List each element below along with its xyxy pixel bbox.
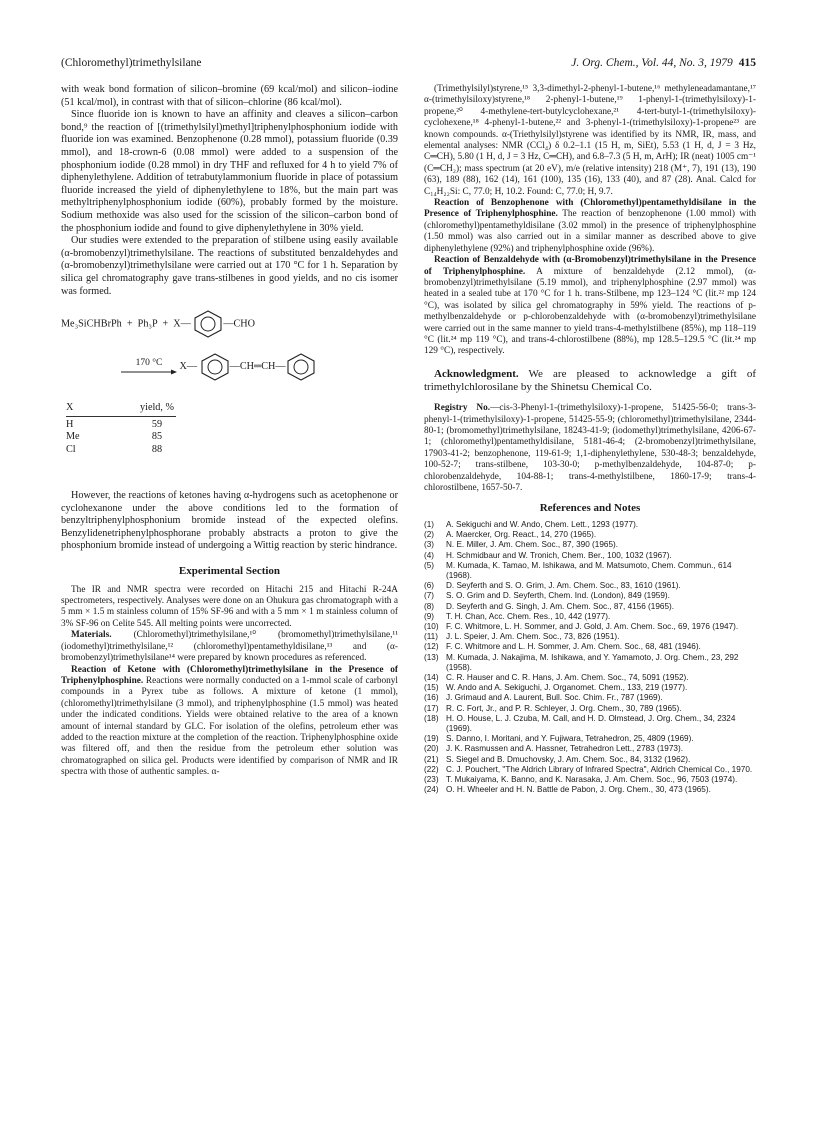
plus-sign: +: [162, 318, 169, 330]
reaction-reagents: [61, 318, 255, 331]
experimental-text-continued: [424, 84, 756, 358]
reference-text: H. O. House, L. J. Czuba, M. Call, and H. D. Olmstead, J. Org. Chem., 34, 2324 (1969).: [446, 713, 736, 734]
table-row: [66, 419, 206, 432]
right-column: [424, 84, 756, 795]
reference-number: (21): [424, 754, 439, 764]
paragraph: [424, 255, 756, 358]
reference-number: (8): [424, 601, 435, 611]
reference-item: [424, 632, 756, 642]
substituent-x: X—: [173, 318, 191, 330]
table-header: X: [66, 402, 74, 414]
references-list: [424, 520, 756, 795]
reference-text: D. Seyferth and S. O. Grim, J. Am. Chem. Soc., 83, 1610 (1961).: [446, 581, 681, 591]
reference-number: (5): [424, 560, 435, 570]
acknowledgment: [424, 368, 756, 394]
running-header: [61, 57, 756, 73]
reference-number: (24): [424, 785, 439, 795]
reference-item: [424, 775, 756, 785]
reference-number: (22): [424, 764, 439, 774]
reference-item: [424, 581, 756, 591]
reference-item: [424, 693, 756, 703]
reference-item: [424, 673, 756, 683]
yield-table: [66, 402, 206, 456]
table-cell: H: [66, 418, 74, 430]
reference-item: [424, 591, 756, 601]
reference-item: [424, 540, 756, 550]
reference-item: [424, 704, 756, 714]
journal-citation: J. Org. Chem., Vol. 44, No. 3, 1979: [571, 57, 733, 69]
reference-text: C. J. Pouchert, "The Aldrich Library of Infrared Spectra", Aldrich Chemical Co., 1970.: [446, 764, 753, 774]
reference-text: A. Maercker, Org. React., 14, 270 (1965).: [446, 530, 597, 540]
reference-number: (3): [424, 540, 435, 550]
reference-text: N. E. Miller, J. Am. Chem. Soc., 87, 390 (1965).: [446, 540, 619, 550]
header-journal: [571, 57, 756, 69]
reference-item: [424, 622, 756, 632]
reference-item: [424, 734, 756, 744]
reference-item: [424, 785, 756, 795]
paragraph-body: The reaction of benzophenone (1.00 mmol) with (chloromethyl)pentamethyldisilane (3.02 mmol) in the presence of triphenylphosphine (1.50 mmol) was also carried out in a similar manner as described above to give diphenylethylene (92%) and triphenylphosphine oxide (96%).: [424, 209, 756, 254]
reference-number: (23): [424, 775, 439, 785]
paragraph: The IR and NMR spectra were recorded on Hitachi 215 and Hitachi R-24A spectrometers, respectively. Analyses were done on an Ohukura gas chromatograph with a 5 mm × 1.5 m stainless column of 15% SF-96 and with a 5 mm × 1 m stainless column of 3% SF-96 on Celite 545. All melting points were uncorrected.: [61, 584, 398, 629]
reagent-silane: Me₃SiCHBrPh: [61, 318, 122, 330]
reference-number: (16): [424, 693, 439, 703]
reference-text: S. O. Grim and D. Seyferth, Chem. Ind. (London), 849 (1959).: [446, 591, 670, 601]
reference-text: C. R. Hauser and C. R. Hans, J. Am. Chem. Soc., 74, 5091 (1952).: [446, 673, 689, 683]
reference-text: J. L. Speier, J. Am. Chem. Soc., 73, 826 (1951).: [446, 632, 620, 642]
table-header-row: [66, 402, 206, 415]
reference-text: A. Sekiguchi and W. Ando, Chem. Lett., 1293 (1977).: [446, 520, 639, 529]
left-column: [61, 84, 398, 779]
acknowledgment-heading: Acknowledgment.: [434, 367, 519, 380]
reference-item: [424, 561, 756, 581]
experimental-text: [61, 585, 398, 779]
registry-numbers: [424, 403, 756, 494]
benzene-ring-icon: [286, 353, 316, 381]
paragraph: (Trimethylsilyl)styrene,¹⁵ 3,3-dimethyl-2-phenyl-1-butene,¹⁶ methyleneadamantane,¹⁷ α-(trimethylsiloxy)styrene,¹⁸ 2-phenyl-1-butene,¹⁹ 1-phenyl-1-(trimethylsiloxy)-1-propene,²⁰ 4-methylene-tert-butylcyclohexane,²¹ 4-tert-butyl-1-(trimethylsiloxy)-cyclohexene,¹⁸ 4-phenyl-1-butene,²² and 3-phenyl-1-(trimethylsiloxy)-1-propene²³ are known compounds. α-(Triethylsilyl)styrene was identified by its NMR, IR, mass, and elemental analyses: NMR (CCl₄) δ 0.2–1.1 (15 H, m, SiEt), 5.53 (1 H, d, J = 3 Hz, C═CH), 5.80 (1 H, d, J = 3 Hz, C═CH), and 6.8–7.3 (5 H, m, ArH); IR (neat) 1005 cm⁻¹ (C═CH₂); mass spectrum (at 20 eV), m/e (relative intensity) 218 (M⁺, 7), 191 (13), 190 (63), 189 (88), 162 (14), 161 (100), 135 (16), 133 (40), and 87 (28). Anal. Calcd for C₁₄H₂₂Si: C, 77.0; H, 10.2. Found: C, 77.0; H, 9.7.: [424, 84, 756, 197]
paragraph: However, the reactions of ketones having α-hydrogens such as acetophenone or cyclohexanone under the above conditions led to the formation of benzyltriphenylphosphonium bromide instead of the expected olefins. Benzylidenetriphenylphosphorane probably abstracts a proton to give the phosphonium bromide instead of undergoing a Wittig reaction by steric hindrance.: [61, 490, 398, 552]
reference-text: W. Ando and A. Sekiguchi, J. Organomet. Chem., 133, 219 (1977).: [446, 683, 688, 693]
reference-number: (11): [424, 632, 438, 642]
reference-item: [424, 755, 756, 765]
page-number: 415: [738, 57, 756, 69]
benzene-ring-icon: [193, 310, 223, 338]
reference-text: D. Seyferth and G. Singh, J. Am. Chem. Soc., 87, 4156 (1965).: [446, 601, 675, 611]
reference-item: [424, 602, 756, 612]
section-heading: Experimental Section: [178, 565, 281, 578]
reagent-phosphine: Ph₃P: [137, 318, 158, 330]
table-header: yield, %: [140, 402, 174, 414]
reference-text: R. C. Fort, Jr., and P. R. Schleyer, J. Org. Chem., 30, 789 (1965).: [446, 703, 682, 713]
registry-heading: Registry No.: [434, 403, 491, 414]
reaction-condition: 170 °C: [135, 358, 163, 369]
reference-text: F. C. Whitmore and L. H. Sommer, J. Am. Chem. Soc., 68, 481 (1946).: [446, 642, 701, 652]
table-cell: Me: [66, 431, 80, 443]
reference-text: M. Kumada, J. Nakajima, M. Ishikawa, and Y. Yamamoto, J. Org. Chem., 23, 292 (1958).: [446, 652, 739, 672]
reference-item: [424, 653, 756, 673]
paragraph: Since fluoride ion is known to have an affinity and cleaves a silicon–carbon bond,⁹ the reaction of [(trimethylsilyl)methyl]triphenylphosphonium iodide with fluoride ion was examined. Benzophenone (0.28 mmol), potassium fluoride (0.39 mmol), and 18-crown-6 (0.08 mmol) were added to a suspension of the phosphonium iodide (0.28 mmol) in dry THF and refluxed for 4 h to yield 7% of diphenylethylene. Addition of tetrabutylammonium fluoride in place of potassium fluoride increased the yield of diphenylethylene to 18%, but the main part was methyltriphenylphosphonium iodide (60%), probably formed by the moisture. Sodium methoxide was also used for the scission of the silicon–carbon bond of the phosphonium iodide and found to give diphenylethylene in 30% yield.: [61, 109, 398, 234]
paragraph-body: A mixture of benzaldehyde (2.12 mmol), (α-bromobenzyl)trimethylsilane (5.19 mmol), and triphenylphosphine (2.97 mmol) was heated in a sealed tube at 170 °C for 1 h. trans-Stilbene, mp 123–124 °C (lit.²² mp 124 °C), was isolated by silica gel chromatography in 59% yield. The reactions of p-methylbenzaldehyde or p-chlorobenzaldehyde with (α-bromobenzyl)trimethylsilane were carried out in the same manner to yield trans-4-methylstilbene (85%), mp 118–119 °C (lit.²⁴ mp 119 °C), and trans-4-chlorostilbene (88%), mp 128.5–129.5 °C (lit.²⁴ mp 129 °C), respectively.: [424, 266, 756, 357]
reference-item: [424, 714, 756, 734]
table-cell: Cl: [66, 443, 76, 455]
table-cell: 59: [151, 418, 163, 430]
reference-text: T. Mukaiyama, K. Banno, and K. Narasaka, J. Am. Chem. Soc., 96, 7503 (1974).: [446, 775, 738, 785]
paragraph-body: Reactions were normally conducted on a 1-mmol scale of carbonyl compounds in a Pyrex tube as follows. A mixture of ketone (1 mmol), (chloromethyl)trimethylsilane (3 mmol), and triphenylphosphine (1.5 mmol) was heated under the indicated conditions. Yields were obtained relative to the area of a known amount of internal standard by GLC. For isolation of the olefins, petroleum ether was added to the reaction mixture at the completion of the reaction. Triphenylphosphine oxide was filtered off, and then the residue from the petroleum ether solution was chromatographed on silica gel. Products were identified by comparison of NMR and IR spectra with those of authentic samples. α-: [61, 675, 398, 778]
reference-number: (7): [424, 591, 435, 601]
reference-text: J. Grimaud and A. Laurent, Bull. Soc. Chim. Fr., 787 (1969).: [446, 693, 663, 703]
plus-sign: +: [126, 318, 133, 330]
reference-item: [424, 551, 756, 561]
table-cell: 85: [151, 431, 163, 443]
paragraph: [61, 665, 398, 779]
aldehyde-group: —CHO: [223, 318, 256, 330]
reference-text: J. K. Rasmussen and A. Hassner, Tetrahedron Lett., 2783 (1973).: [446, 744, 683, 754]
reference-number: (12): [424, 642, 439, 652]
reference-text: H. Schmidbaur and W. Tronich, Chem. Ber., 100, 1032 (1967).: [446, 550, 672, 560]
substituent-x: X—: [179, 360, 198, 372]
reference-item: [424, 612, 756, 622]
reference-text: S. Siegel and B. Dmuchovsky, J. Am. Chem. Soc., 84, 3132 (1962).: [446, 754, 691, 764]
paragraph: [424, 198, 756, 255]
vinylene-linker: —CH═CH—: [229, 360, 286, 372]
table-cell: 88: [151, 443, 163, 455]
registry-body: —cis-3-Phenyl-1-(trimethylsiloxy)-1-propene, 51425-56-0; trans-3-phenyl-1-(trimethylsiloxy)-1-propene, 51425-55-9; (chloromethyl)trimethylsilane, 2344-80-1; (bromomethyl)trimethylsilane, 18243-41-9; (iodomethyl)trimethylsilane, 4206-67-1; (chloromethyl)pentamethyldisilane, 5181-46-4; (2-bromobenzyl)trimethylsilane, 17903-41-2; benzophenone, 119-61-9; 1,1-diphenylethylene, 530-48-3; benzaldehyde, 100-52-7; trans-stilbene, 103-30-0; p-methylbenzaldehyde, 104-87-0; p-chlorobenzaldehyde, 104-88-1; trans-4-methylstilbene, 1860-17-9; trans-4-chlorostilbene, 1657-50-7.: [424, 403, 756, 493]
reference-item: [424, 765, 756, 775]
reference-number: (4): [424, 550, 435, 560]
reference-number: (17): [424, 703, 439, 713]
run-in-heading: Reaction of Benzaldehyde with (α-Bromobenzyl)trimethylsilane in the Presence of Triphenylphosphine.: [424, 255, 756, 277]
reference-item: [424, 520, 756, 530]
reference-text: M. Kumada, K. Tamao, M. Ishikawa, and M. Matsumoto, Chem. Commun., 614 (1968).: [446, 560, 732, 581]
references-heading: References and Notes: [539, 502, 641, 515]
run-in-heading: Reaction of Ketone with (Chloromethyl)trimethylsilane in the Presence of Triphenylphosphine.: [61, 664, 398, 686]
reference-item: [424, 683, 756, 693]
reference-number: (19): [424, 734, 439, 744]
reference-number: (15): [424, 683, 439, 693]
reference-item: [424, 642, 756, 652]
reaction-scheme: [61, 310, 398, 480]
acknowledgment-body: We are pleased to acknowledge a gift of trimethylchlorosilane by the Shinetsu Chemical Co.: [424, 367, 756, 393]
table-row: [66, 444, 206, 457]
reference-number: (14): [424, 673, 439, 683]
paragraph: with weak bond formation of silicon–bromine (69 kcal/mol) and silicon–iodine (51 kcal/mol), in contrast with that of silicon–chlorine (86 kcal/mol).: [61, 84, 398, 108]
reference-item: [424, 744, 756, 754]
benzene-ring-icon: [200, 353, 230, 381]
run-in-heading: Reaction of Benzophenone with (Chloromethyl)pentamethyldisilane in the Presence of Triphenylphosphine.: [424, 198, 756, 220]
reaction-product: [121, 358, 316, 375]
table-row: [66, 431, 206, 444]
reference-text: F. C. Whitmore, L. H. Sommer, and J. Gold, J. Am. Chem. Soc., 69, 1976 (1947).: [446, 622, 739, 632]
header-title: (Chloromethyl)trimethylsilane: [61, 57, 202, 69]
paragraph: [61, 630, 398, 664]
reference-number: (10): [424, 622, 439, 632]
reference-text: S. Danno, I. Moritani, and Y. Fujiwara, Tetrahedron, 25, 4809 (1969).: [446, 734, 694, 744]
reference-text: O. H. Wheeler and H. N. Battle de Pabon, J. Org. Chem., 30, 473 (1965).: [446, 785, 711, 795]
reference-number: (13): [424, 652, 439, 662]
paragraph: Our studies were extended to the preparation of stilbene using easily available (α-bromobenzyl)trimethylsilane. The reactions of substituted benzaldehydes and (α-bromobenzyl)trimethylsilane were carried out at 170 °C for 1 h. Separation by silica gel chromatography gave trans-stilbenes in good yields, and no cis isomer was formed.: [61, 235, 398, 297]
paragraph-body: (Chloromethyl)trimethylsilane,¹⁰ (bromomethyl)trimethylsilane,¹¹ (iodomethyl)trimethylsilane,¹² (chloromethyl)pentamethyldisilane,¹³ and (α-bromobenzyl)trimethylsilane¹⁴ were prepared by known procedures as referenced.: [61, 630, 398, 664]
reference-number: (18): [424, 713, 439, 723]
reference-number: (6): [424, 581, 435, 591]
table-rule: [66, 416, 176, 417]
reaction-arrow: [121, 358, 177, 375]
reference-number: (9): [424, 611, 435, 621]
run-in-heading: Materials.: [71, 630, 112, 641]
reference-item: [424, 530, 756, 540]
reference-text: T. H. Chan, Acc. Chem. Res., 10, 442 (1977).: [446, 611, 611, 621]
arrow-icon: [121, 369, 177, 375]
reference-number: (2): [424, 530, 435, 540]
reference-number: (20): [424, 744, 439, 754]
reference-number: (1): [424, 520, 435, 529]
